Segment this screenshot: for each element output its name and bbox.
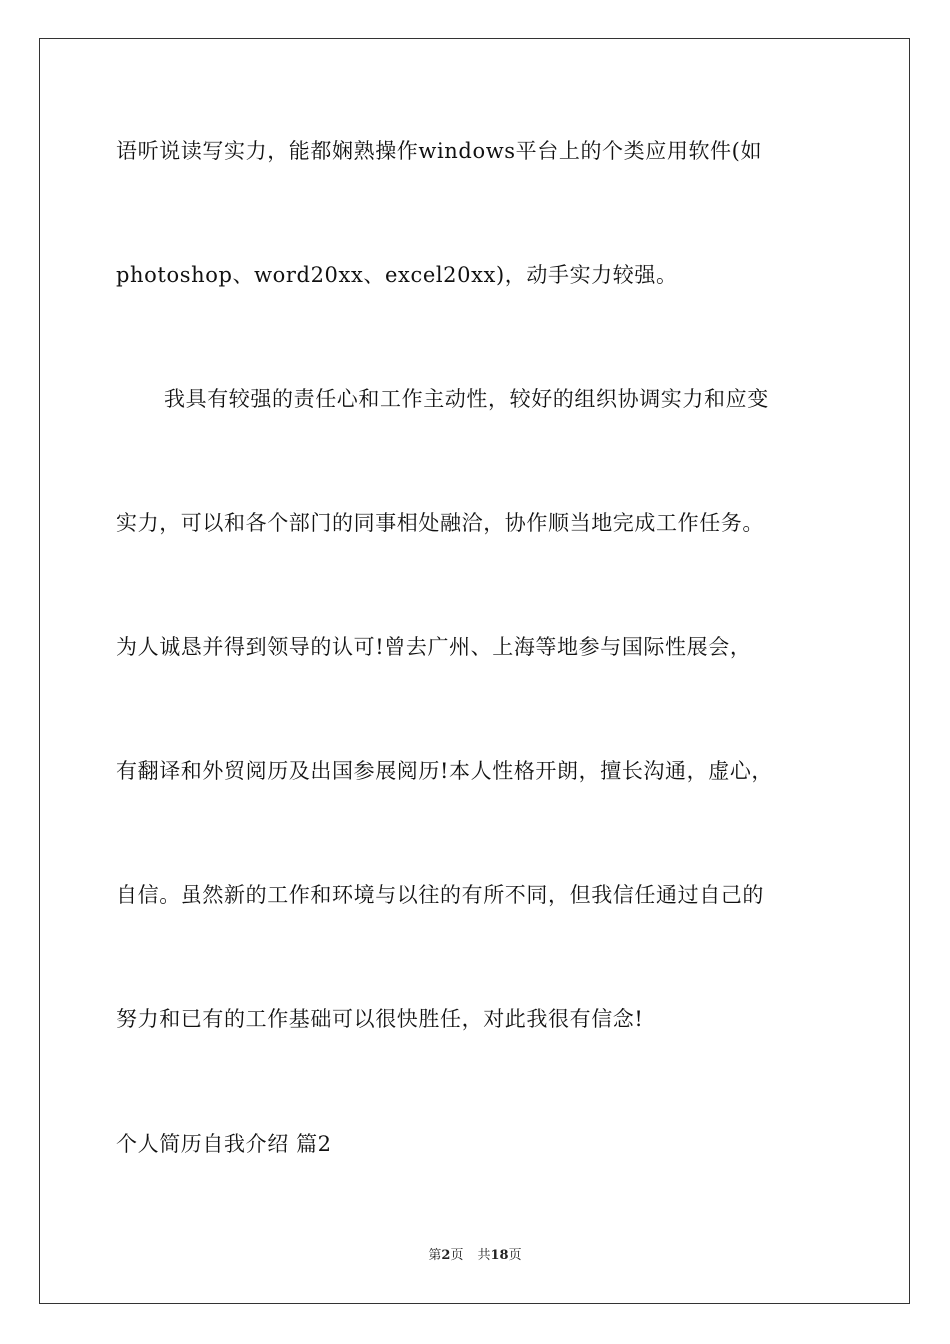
page-prefix: 第 bbox=[428, 1248, 442, 1263]
total-prefix: 共 bbox=[477, 1248, 491, 1263]
section-heading: 个人简历自我介绍 篇2 bbox=[116, 1132, 332, 1156]
paragraph-line-1: 语听说读写实力，能都娴熟操作windows平台上的个类应用软件(如 bbox=[116, 139, 763, 163]
paragraph-line-3: 我具有较强的责任心和工作主动性，较好的组织协调实力和应变 bbox=[164, 387, 769, 411]
paragraph-line-5: 为人诚恳并得到领导的认可!曾去广州、上海等地参与国际性展会， bbox=[116, 635, 752, 659]
paragraph-line-6: 有翻译和外贸阅历及出国参展阅历!本人性格开朗，擅长沟通，虚心， bbox=[116, 759, 774, 783]
paragraph-line-8: 努力和已有的工作基础可以很快胜任，对此我很有信念! bbox=[116, 1007, 644, 1031]
page-number: 2 bbox=[441, 1248, 451, 1263]
paragraph-line-7: 自信。虽然新的工作和环境与以往的有所不同，但我信任通过自己的 bbox=[116, 883, 764, 907]
page-footer bbox=[0, 1248, 950, 1264]
page-suffix: 页 bbox=[450, 1248, 464, 1263]
paragraph-line-2: photoshop、word20xx、excel20xx)，动手实力较强。 bbox=[116, 263, 678, 287]
total-pages: 18 bbox=[490, 1248, 509, 1263]
paragraph-line-4: 实力，可以和各个部门的同事相处融洽，协作顺当地完成工作任务。 bbox=[116, 511, 764, 535]
page-border bbox=[39, 38, 910, 1304]
total-suffix: 页 bbox=[508, 1248, 522, 1263]
